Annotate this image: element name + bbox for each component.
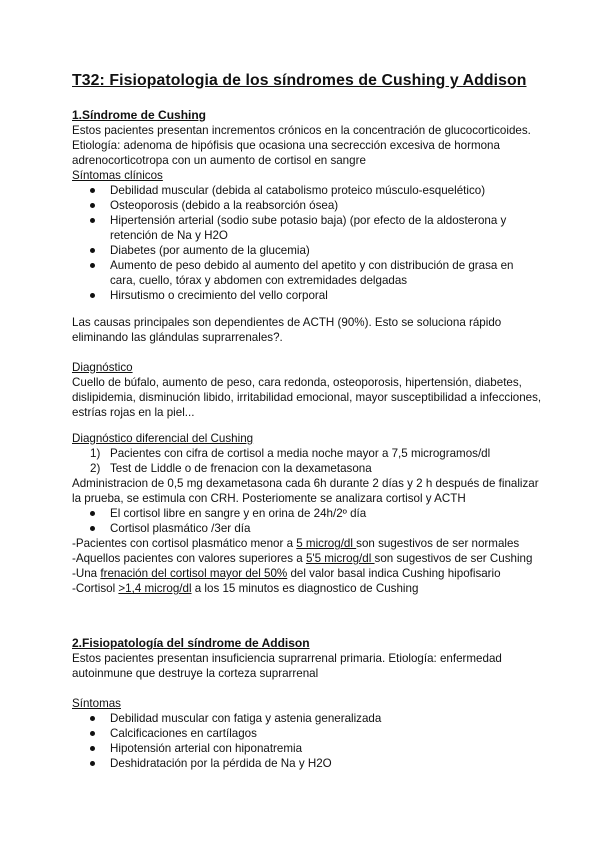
- list-item: Calcificaciones en cartílagos: [72, 726, 542, 741]
- list-item: Debilidad muscular (debida al catabolismo proteico músculo-esquelético): [72, 183, 542, 198]
- addison-section: [72, 636, 542, 681]
- list-item: Cortisol plasmático /3er día: [72, 521, 542, 536]
- diagnostico-label: Diagnóstico: [72, 361, 133, 374]
- cushing-diferencial: [72, 431, 542, 596]
- criterio-line-2: -Aquellos pacientes con valores superiores a 5'5 microg/dl son sugestivos de ser Cushing: [72, 552, 533, 565]
- diferencial-label: Diagnóstico diferencial del Cushing: [72, 432, 254, 445]
- causas-paragraph: Las causas principales son dependientes de ACTH (90%). Esto se soluciona rápido eliminando las glándulas suprarrenales?.: [72, 316, 502, 344]
- addison-sintomas-label: Síntomas: [72, 697, 121, 710]
- list-item: 1) Pacientes con cifra de cortisol a media noche mayor a 7,5 microgramos/dl: [90, 447, 491, 460]
- criterio-line-4: -Cortisol >1,4 microg/dl a los 15 minutos es diagnostico de Cushing: [72, 582, 419, 595]
- cushing-intro: Estos pacientes presentan incrementos crónicos en la concentración de glucocorticoides. Etiología: adenoma de hipófisis que ocasiona una secrección excesiva de hormona adrenocorticotropa con un aumento de cortisol en sangre: [72, 124, 531, 167]
- list-item: Debilidad muscular con fatiga y astenia generalizada: [72, 711, 542, 726]
- list-item: Aumento de peso debido al aumento del apetito y con distribución de grasa en cara, cuello, tórax y abdomen con extremidades delgadas: [72, 258, 542, 288]
- list-item: Hipertensión arterial (sodio sube potasio baja) (por efecto de la aldosterona y retención de Na y H2O: [72, 213, 542, 243]
- addison-sintomas-list: [72, 711, 542, 771]
- diagnostico-paragraph: Cuello de búfalo, aumento de peso, cara redonda, osteoporosis, hipertensión, diabetes, dislipidemia, disminución libido, irritabilidad emocional, mayor susceptibilidad a infecciones, estrías rojas en la piel...: [72, 376, 542, 419]
- cushing-heading: 1.Síndrome de Cushing: [72, 108, 207, 122]
- addison-intro: Estos pacientes presentan insuficiencia suprarrenal primaria. Etiología: enfermedad autoinmune que destruye la corteza suprarrenal: [72, 652, 502, 680]
- list-item: Hipotensión arterial con hiponatremia: [72, 741, 542, 756]
- list-item: 2) Test de Liddle o de frenacion con la dexametasona: [90, 462, 372, 475]
- list-item: Deshidratación por la pérdida de Na y H2O: [72, 756, 542, 771]
- dexa-paragraph: Administracion de 0,5 mg dexametasona cada 6h durante 2 días y 2 h después de finalizar la prueba, se estimula con CRH. Posteriomente se analizara cortisol y ACTH: [72, 477, 539, 505]
- cushing-diagnostico: [72, 360, 542, 420]
- criterio-line-1: -Pacientes con cortisol plasmático menor a 5 microg/dl son sugestivos de ser normales: [72, 537, 520, 550]
- criterio-line-3: -Una frenación del cortisol mayor del 50% del valor basal indica Cushing hipofisario: [72, 567, 501, 580]
- list-item: Hirsutismo o crecimiento del vello corporal: [72, 288, 542, 303]
- dexa-list: [72, 506, 542, 536]
- addison-heading: 2.Fisiopatología del síndrome de Addison: [72, 636, 310, 650]
- list-item: Diabetes (por aumento de la glucemia): [72, 243, 542, 258]
- document-title: T32: Fisiopatologia de los síndromes de Cushing y Addison: [72, 72, 527, 89]
- cushing-sintomas-label: Síntomas clínicos: [72, 169, 163, 182]
- list-item: El cortisol libre en sangre y en orina de 24h/2º día: [72, 506, 542, 521]
- diferencial-list: [72, 446, 542, 476]
- addison-sintomas: [72, 696, 542, 771]
- list-item: Osteoporosis (debido a la reabsorción ósea): [72, 198, 542, 213]
- cushing-section: [72, 108, 542, 303]
- cushing-causas: [72, 315, 542, 345]
- cushing-sintomas-list: [72, 183, 542, 303]
